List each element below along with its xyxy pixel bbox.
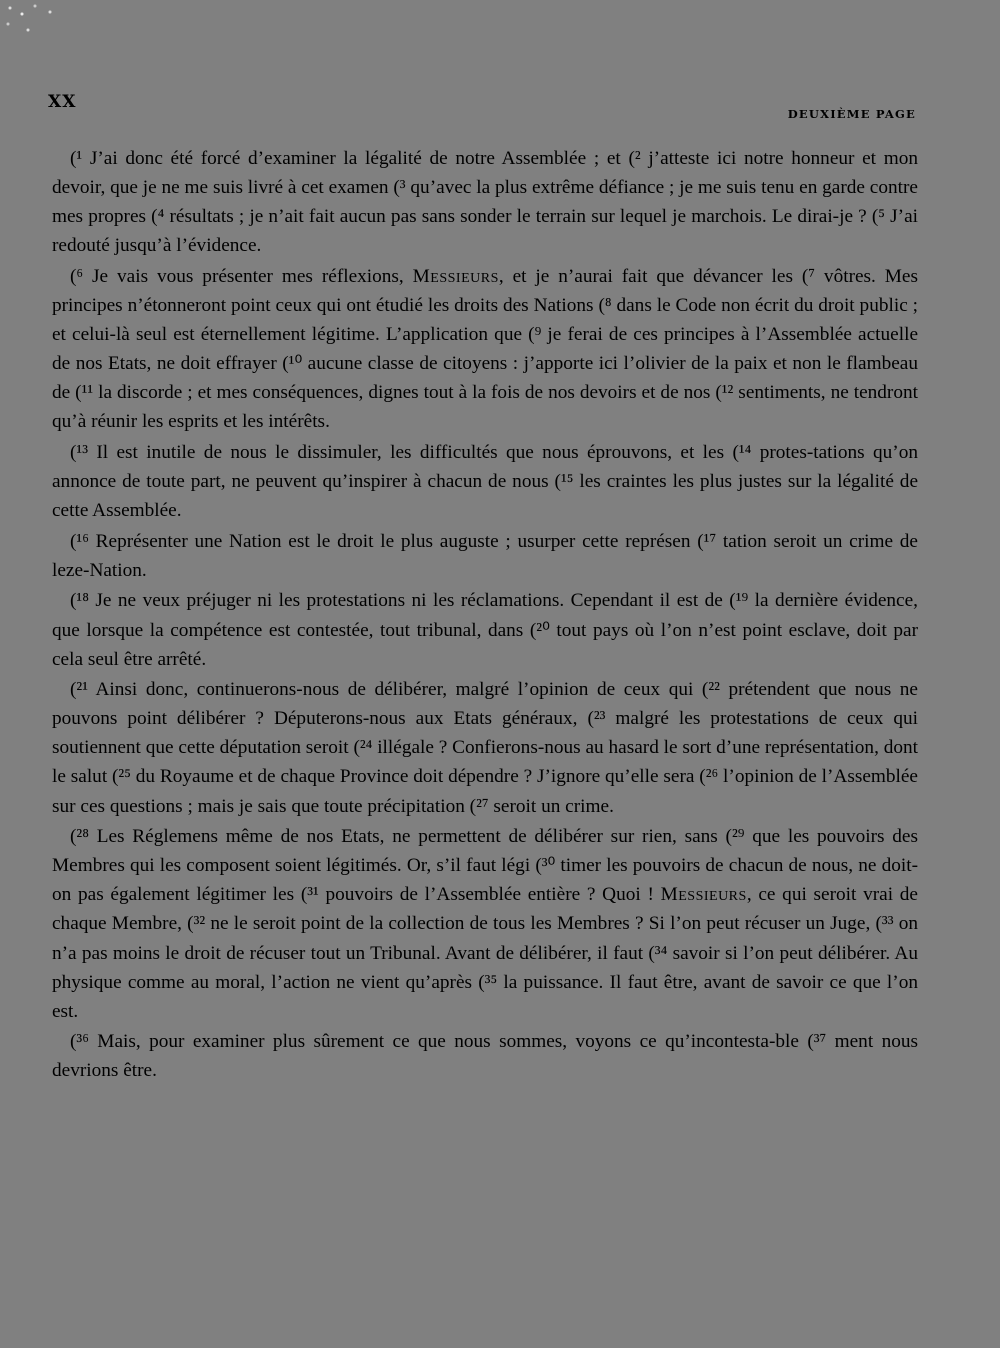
text-segment: (¹⁸ Je ne veux préjuger ni les protestations ni les réclamations. Cependant il est de (¹⁹ la dernière évidence, que lorsque la compétence est contestée, tout tribunal, dans (²⁰ tout pays où l’on n’est point esclave, doit par cela seul être arrêté.: [52, 590, 918, 670]
paragraph-3: [52, 438, 918, 525]
paragraph-7: [52, 822, 918, 1026]
page-body: [52, 144, 918, 1086]
text-segment: (¹⁶ Représenter une Nation est le droit le plus auguste ; usurper cette représen (¹⁷ tation seroit un crime de leze-Nation.: [52, 530, 918, 581]
text-segment: (¹³ Il est inutile de nous le dissimuler, les difficultés que nous éprouvons, et les (¹⁴ protes-tations qu’on annonce de toute part, ne peuvent qu’inspirer à chacun de nous (¹⁵ les craintes les plus justes sur la légalité de cette Assemblée.: [52, 441, 918, 522]
scan-noise: [0, 0, 70, 40]
paragraph-2: [52, 262, 918, 437]
text-segment: (¹ J’ai donc été forcé d’examiner la légalité de notre Assemblée ; et (² j’atteste ici notre honneur et mon devoir, que je ne me suis livré à cet examen (³ qu’avec la plus extrême défiance ; je me suis tenu en garde contre mes propres (⁴ résultats ; je n’ait fait aucun pas sans sonder le terrain sur lequel je marchois. Le dirai-je ? (⁵ J’ai redouté jusqu’à l’évidence.: [52, 148, 918, 257]
paragraph-6: [52, 675, 918, 820]
text-segment: , et je n’aurai fait que dévancer les (⁷ vôtres. Mes principes n’étonneront point ceux qui ont étudié les droits des Nations (⁸ dans le Code non écrit du droit public ; et celui-là seul est éternellement légitime. L’application que (⁹ je ferai de ces principes à l’Assemblée actuelle de nos Etats, ne doit effrayer (¹⁰ aucune classe de citoyens : j’apporte ici l’olivier de la paix et non le flambeau de (¹¹ la discorde ; et mes conséquences, dignes tout à la fois de nos devoirs et de nos (¹² sentiments, ne tendront qu’à réunir les esprits et les intérêts.: [52, 265, 918, 433]
paragraph-8: [52, 1027, 918, 1085]
paragraph-5: [52, 586, 918, 673]
text-segment: (³⁶ Mais, pour examiner plus sûrement ce que nous sommes, voyons ce qu’incontesta-ble (³⁷ ment nous devrions être.: [52, 1031, 918, 1082]
paragraph-4: [52, 527, 918, 585]
text-segment: (²¹ Ainsi donc, continuerons-nous de délibérer, malgré l’opinion de ceux qui (²² prétendent que nous ne pouvons point délibérer ? Députerons-nous aux Etats généraux, (²³ malgré les protestations de ceux qui soutiennent que cette députation seroit (²⁴ illégale ? Confierons-nous au hasard le sort d’une représentation, dont le salut (²⁵ du Royaume et de chaque Province doit dépendre ? J’ignore qu’elle sera (²⁶ l’opinion de l’Assemblée sur ces questions ; mais je sais que toute précipitation (²⁷ seroit un crime.: [52, 679, 918, 817]
text-segment: (⁶ Je vais vous présenter mes réflexions,: [70, 265, 413, 287]
text-segment: (²⁸ Les Réglemens même de nos Etats, ne permettent de délibérer sur rien, sans (²⁹ que les pouvoirs des Membres qui les composent soient légitimés. Or, s’il faut légi (³⁰ timer les pouvoirs de chacun de nous, ne doit-on pas également légitimer les (³¹ pouvoirs de l’Assemblée entière ? Quoi !: [52, 826, 918, 906]
paragraph-1: [52, 144, 918, 260]
salutation-smallcaps: Messieurs: [412, 265, 499, 287]
text-segment: , ce qui seroit vrai de chaque Membre, (³² ne le seroit point de la collection de tous les Membres ? Si l’on peut récuser un Juge, (³³ on n’a pas moins le droit de récuser tout un Tribunal. Avant de délibérer, il faut (³⁴ savoir si l’on peut délibérer. Au physique comme au moral, l’action ne vient qu’après (³⁵ la puissance. Il faut être, avant de savoir ce que l’on est.: [52, 884, 918, 1022]
running-head: DEUXIÈME PAGE: [787, 107, 916, 121]
page-folio: XX: [48, 92, 77, 112]
salutation-smallcaps: Messieurs: [660, 884, 747, 906]
